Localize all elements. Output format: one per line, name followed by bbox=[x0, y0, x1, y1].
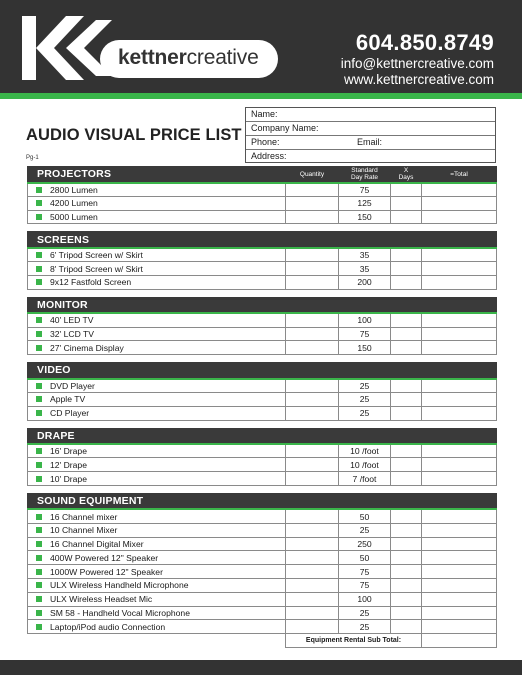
green-square-bullet-icon bbox=[36, 317, 42, 323]
day-rate-cell: 150 bbox=[339, 341, 391, 355]
green-square-bullet-icon bbox=[36, 345, 42, 351]
green-square-bullet-icon bbox=[36, 555, 42, 561]
green-square-bullet-icon bbox=[36, 396, 42, 402]
quantity-cell[interactable] bbox=[286, 313, 339, 327]
table-row bbox=[28, 379, 497, 393]
item-name: Laptop/iPod audio Connection bbox=[50, 621, 166, 632]
section-header-cell bbox=[339, 428, 391, 444]
item-name-cell bbox=[28, 275, 286, 289]
quantity-cell[interactable] bbox=[286, 578, 339, 592]
table-row bbox=[28, 578, 497, 592]
total-cell[interactable] bbox=[422, 313, 497, 327]
days-cell[interactable] bbox=[391, 406, 422, 420]
item-name: 40' LED TV bbox=[50, 315, 94, 326]
quantity-cell[interactable] bbox=[286, 183, 339, 197]
quantity-cell[interactable] bbox=[286, 620, 339, 634]
table-row bbox=[28, 551, 497, 565]
day-rate-cell: 75 bbox=[339, 327, 391, 341]
page-number: Pg-1 bbox=[26, 155, 39, 161]
total-cell[interactable] bbox=[422, 341, 497, 355]
section-header bbox=[28, 363, 497, 379]
item-name-cell bbox=[28, 392, 286, 406]
days-cell[interactable] bbox=[391, 551, 422, 565]
item-name: 5000 Lumen bbox=[50, 211, 98, 222]
days-cell[interactable] bbox=[391, 313, 422, 327]
subtotal-value-cell[interactable] bbox=[422, 634, 497, 648]
phone-email-field[interactable] bbox=[246, 136, 495, 150]
email-address: info@kettnercreative.com bbox=[340, 56, 494, 71]
day-rate-cell: 25 bbox=[339, 606, 391, 620]
day-rate-cell: 75 bbox=[339, 565, 391, 579]
green-square-bullet-icon bbox=[36, 410, 42, 416]
item-name-cell bbox=[28, 458, 286, 472]
section-header-cell bbox=[286, 297, 339, 313]
day-rate-cell: 125 bbox=[339, 196, 391, 210]
section-header-cell bbox=[391, 428, 422, 444]
table-row bbox=[28, 406, 497, 420]
spacer-cell bbox=[28, 355, 497, 363]
section-header-cell bbox=[422, 297, 497, 313]
column-day-rate bbox=[339, 167, 391, 183]
day-rate-cell: 25 bbox=[339, 620, 391, 634]
item-name-cell bbox=[28, 210, 286, 224]
spacer-cell bbox=[28, 224, 497, 232]
email-label: Email: bbox=[357, 137, 383, 147]
section-header-cell bbox=[286, 232, 339, 248]
quantity-cell[interactable] bbox=[286, 392, 339, 406]
item-name: 12' Drape bbox=[50, 459, 87, 470]
table-row bbox=[28, 472, 497, 486]
green-square-bullet-icon bbox=[36, 569, 42, 575]
item-name-cell bbox=[28, 578, 286, 592]
section-header-cell bbox=[339, 297, 391, 313]
quantity-cell[interactable] bbox=[286, 523, 339, 537]
total-cell[interactable] bbox=[422, 379, 497, 393]
days-cell[interactable] bbox=[391, 578, 422, 592]
item-name: 10 Channel Mixer bbox=[50, 525, 118, 536]
section-spacer bbox=[28, 420, 497, 428]
quantity-cell[interactable] bbox=[286, 472, 339, 486]
days-cell[interactable] bbox=[391, 472, 422, 486]
item-name-cell bbox=[28, 592, 286, 606]
phone-number: 604.850.8749 bbox=[355, 30, 494, 55]
days-cell[interactable] bbox=[391, 392, 422, 406]
total-cell[interactable] bbox=[422, 444, 497, 458]
total-cell[interactable] bbox=[422, 210, 497, 224]
subtotal-row bbox=[28, 634, 497, 648]
day-rate-cell: 25 bbox=[339, 379, 391, 393]
kettner-logo-mark bbox=[22, 16, 112, 80]
section-header-cell bbox=[422, 493, 497, 509]
day-rate-cell: 10 /foot bbox=[339, 458, 391, 472]
quantity-cell[interactable] bbox=[286, 458, 339, 472]
item-name-cell bbox=[28, 551, 286, 565]
item-name: 9x12 Fastfold Screen bbox=[50, 277, 132, 288]
item-name: 27' Cinema Display bbox=[50, 342, 124, 353]
day-rate-cell: 100 bbox=[339, 592, 391, 606]
table-row bbox=[28, 592, 497, 606]
day-rate-cell: 200 bbox=[339, 275, 391, 289]
section-spacer bbox=[28, 289, 497, 297]
quantity-cell[interactable] bbox=[286, 592, 339, 606]
green-square-bullet-icon bbox=[36, 476, 42, 482]
table-row bbox=[28, 537, 497, 551]
quantity-cell[interactable] bbox=[286, 341, 339, 355]
green-square-bullet-icon bbox=[36, 582, 42, 588]
section-spacer bbox=[28, 224, 497, 232]
item-name-cell bbox=[28, 313, 286, 327]
section-header-cell bbox=[286, 493, 339, 509]
item-name: 10' Drape bbox=[50, 473, 87, 484]
quantity-cell[interactable] bbox=[286, 406, 339, 420]
green-square-bullet-icon bbox=[36, 331, 42, 337]
column-total bbox=[422, 167, 497, 183]
green-square-bullet-icon bbox=[36, 187, 42, 193]
days-cell[interactable] bbox=[391, 379, 422, 393]
section-header-cell bbox=[339, 232, 391, 248]
total-cell[interactable] bbox=[422, 523, 497, 537]
item-name-cell bbox=[28, 444, 286, 458]
item-name-cell bbox=[28, 606, 286, 620]
table-row bbox=[28, 262, 497, 276]
address-field[interactable] bbox=[246, 150, 495, 164]
item-name-cell bbox=[28, 509, 286, 523]
quantity-cell[interactable] bbox=[286, 509, 339, 523]
item-name-cell bbox=[28, 183, 286, 197]
price-table bbox=[27, 166, 497, 648]
days-cell[interactable] bbox=[391, 565, 422, 579]
brand-bold: kettner bbox=[118, 46, 187, 69]
total-cell[interactable] bbox=[422, 578, 497, 592]
section-header-cell bbox=[391, 232, 422, 248]
name-label: Name: bbox=[251, 109, 278, 119]
section-header bbox=[28, 493, 497, 509]
address-label: Address: bbox=[251, 151, 287, 161]
total-cell[interactable] bbox=[422, 537, 497, 551]
item-name-cell bbox=[28, 196, 286, 210]
total-cell[interactable] bbox=[422, 472, 497, 486]
green-square-bullet-icon bbox=[36, 624, 42, 630]
quantity-cell[interactable] bbox=[286, 379, 339, 393]
table-row bbox=[28, 248, 497, 262]
item-name-cell bbox=[28, 620, 286, 634]
section-title: MONITOR bbox=[28, 297, 286, 313]
page-header bbox=[0, 0, 522, 93]
column-quantity-label: Quantity bbox=[299, 170, 325, 178]
days-cell[interactable] bbox=[391, 341, 422, 355]
website-address: www.kettnercreative.com bbox=[343, 72, 494, 87]
column-days-line2: Days bbox=[398, 174, 414, 182]
table-row bbox=[28, 275, 497, 289]
total-cell[interactable] bbox=[422, 392, 497, 406]
customer-info-form bbox=[245, 107, 496, 163]
company-label: Company Name: bbox=[251, 123, 319, 133]
table-row bbox=[28, 523, 497, 537]
total-cell[interactable] bbox=[422, 565, 497, 579]
section-header-cell bbox=[391, 493, 422, 509]
green-square-bullet-icon bbox=[36, 514, 42, 520]
spacer-cell bbox=[28, 289, 497, 297]
item-name: ULX Wireless Handheld Microphone bbox=[50, 580, 189, 591]
item-name-cell bbox=[28, 537, 286, 551]
day-rate-cell: 250 bbox=[339, 537, 391, 551]
table-row bbox=[28, 196, 497, 210]
quantity-cell[interactable] bbox=[286, 444, 339, 458]
days-cell[interactable] bbox=[391, 262, 422, 276]
item-name-cell bbox=[28, 523, 286, 537]
name-field[interactable] bbox=[246, 108, 495, 122]
item-name-cell bbox=[28, 406, 286, 420]
quantity-cell[interactable] bbox=[286, 537, 339, 551]
day-rate-cell: 25 bbox=[339, 406, 391, 420]
section-header bbox=[28, 167, 497, 183]
section-header-cell bbox=[391, 363, 422, 379]
logo-wordmark bbox=[118, 46, 259, 70]
item-name: 16 Channel mixer bbox=[50, 511, 118, 522]
total-cell[interactable] bbox=[422, 327, 497, 341]
section-header-cell bbox=[422, 428, 497, 444]
column-rate-line2: Day Rate bbox=[350, 174, 379, 182]
days-cell[interactable] bbox=[391, 248, 422, 262]
table-row bbox=[28, 341, 497, 355]
brand-light: creative bbox=[186, 46, 259, 69]
green-square-bullet-icon bbox=[36, 448, 42, 454]
item-name: 8' Tripod Screen w/ Skirt bbox=[50, 263, 143, 274]
days-cell[interactable] bbox=[391, 620, 422, 634]
green-square-bullet-icon bbox=[36, 279, 42, 285]
days-cell[interactable] bbox=[391, 275, 422, 289]
days-cell[interactable] bbox=[391, 523, 422, 537]
section-title: PROJECTORS bbox=[28, 167, 286, 183]
table-row bbox=[28, 620, 497, 634]
green-square-bullet-icon bbox=[36, 462, 42, 468]
quantity-cell[interactable] bbox=[286, 210, 339, 224]
item-name: 16 Channel Digital Mixer bbox=[50, 538, 144, 549]
days-cell[interactable] bbox=[391, 183, 422, 197]
total-cell[interactable] bbox=[422, 458, 497, 472]
day-rate-cell: 150 bbox=[339, 210, 391, 224]
table-row bbox=[28, 392, 497, 406]
column-total-label: =Total bbox=[450, 170, 468, 178]
section-header-cell bbox=[391, 297, 422, 313]
days-cell[interactable] bbox=[391, 196, 422, 210]
total-cell[interactable] bbox=[422, 406, 497, 420]
page-footer bbox=[0, 660, 522, 675]
table-row bbox=[28, 606, 497, 620]
section-header-cell bbox=[286, 363, 339, 379]
day-rate-cell: 25 bbox=[339, 392, 391, 406]
column-quantity bbox=[286, 167, 339, 183]
subtotal-label: Equipment Rental Sub Total: bbox=[286, 634, 422, 648]
days-cell[interactable] bbox=[391, 606, 422, 620]
item-name-cell bbox=[28, 565, 286, 579]
contact-block bbox=[341, 30, 494, 88]
item-name-cell bbox=[28, 262, 286, 276]
item-name: 16' Drape bbox=[50, 446, 87, 457]
days-cell[interactable] bbox=[391, 537, 422, 551]
item-name-cell bbox=[28, 341, 286, 355]
total-cell[interactable] bbox=[422, 275, 497, 289]
total-cell[interactable] bbox=[422, 620, 497, 634]
table-row bbox=[28, 313, 497, 327]
section-header-cell bbox=[422, 363, 497, 379]
column-rate-line1: Standard bbox=[351, 167, 378, 175]
item-name: 4200 Lumen bbox=[50, 198, 98, 209]
section-spacer bbox=[28, 355, 497, 363]
phone-label: Phone: bbox=[251, 137, 280, 147]
day-rate-cell: 50 bbox=[339, 509, 391, 523]
section-header-cell bbox=[339, 493, 391, 509]
item-name-cell bbox=[28, 472, 286, 486]
green-square-bullet-icon bbox=[36, 541, 42, 547]
table-row bbox=[28, 565, 497, 579]
section-header-cell bbox=[339, 363, 391, 379]
column-days-line1: X bbox=[403, 167, 409, 175]
header-accent-stripe bbox=[0, 93, 522, 99]
item-name: 400W Powered 12" Speaker bbox=[50, 552, 159, 563]
section-header bbox=[28, 297, 497, 313]
quantity-cell[interactable] bbox=[286, 565, 339, 579]
section-title: SOUND EQUIPMENT bbox=[28, 493, 286, 509]
day-rate-cell: 75 bbox=[339, 183, 391, 197]
table-row bbox=[28, 327, 497, 341]
total-cell[interactable] bbox=[422, 262, 497, 276]
green-square-bullet-icon bbox=[36, 252, 42, 258]
days-cell[interactable] bbox=[391, 458, 422, 472]
day-rate-cell: 10 /foot bbox=[339, 444, 391, 458]
day-rate-cell: 25 bbox=[339, 523, 391, 537]
total-cell[interactable] bbox=[422, 248, 497, 262]
item-name: ULX Wireless Headset Mic bbox=[50, 594, 153, 605]
subtotal-blank bbox=[28, 634, 286, 648]
company-field[interactable] bbox=[246, 122, 495, 136]
green-square-bullet-icon bbox=[36, 596, 42, 602]
item-name-cell bbox=[28, 327, 286, 341]
spacer-cell bbox=[28, 420, 497, 428]
total-cell[interactable] bbox=[422, 606, 497, 620]
total-cell[interactable] bbox=[422, 551, 497, 565]
item-name: 32' LCD TV bbox=[50, 328, 94, 339]
total-cell[interactable] bbox=[422, 183, 497, 197]
days-cell[interactable] bbox=[391, 444, 422, 458]
table-row bbox=[28, 210, 497, 224]
total-cell[interactable] bbox=[422, 509, 497, 523]
day-rate-cell: 75 bbox=[339, 578, 391, 592]
page-title: AUDIO VISUAL PRICE LIST bbox=[26, 126, 242, 144]
quantity-cell[interactable] bbox=[286, 327, 339, 341]
item-name: CD Player bbox=[50, 408, 90, 419]
item-name: 1000W Powered 12" Speaker bbox=[50, 566, 163, 577]
section-header-cell bbox=[286, 428, 339, 444]
days-cell[interactable] bbox=[391, 592, 422, 606]
day-rate-cell: 35 bbox=[339, 248, 391, 262]
day-rate-cell: 100 bbox=[339, 313, 391, 327]
day-rate-cell: 35 bbox=[339, 262, 391, 276]
quantity-cell[interactable] bbox=[286, 196, 339, 210]
section-title: DRAPE bbox=[28, 428, 286, 444]
days-cell[interactable] bbox=[391, 210, 422, 224]
quantity-cell[interactable] bbox=[286, 248, 339, 262]
quantity-cell[interactable] bbox=[286, 606, 339, 620]
section-header bbox=[28, 428, 497, 444]
green-square-bullet-icon bbox=[36, 527, 42, 533]
spacer-cell bbox=[28, 485, 497, 493]
item-name: 6' Tripod Screen w/ Skirt bbox=[50, 250, 143, 261]
item-name-cell bbox=[28, 379, 286, 393]
section-spacer bbox=[28, 485, 497, 493]
section-title: SCREENS bbox=[28, 232, 286, 248]
green-square-bullet-icon bbox=[36, 610, 42, 616]
table-row bbox=[28, 444, 497, 458]
day-rate-cell: 7 /foot bbox=[339, 472, 391, 486]
item-name: DVD Player bbox=[50, 380, 95, 391]
green-square-bullet-icon bbox=[36, 383, 42, 389]
days-cell[interactable] bbox=[391, 509, 422, 523]
total-cell[interactable] bbox=[422, 592, 497, 606]
green-square-bullet-icon bbox=[36, 214, 42, 220]
quantity-cell[interactable] bbox=[286, 275, 339, 289]
green-square-bullet-icon bbox=[36, 266, 42, 272]
item-name: Apple TV bbox=[50, 394, 86, 405]
total-cell[interactable] bbox=[422, 196, 497, 210]
section-title: VIDEO bbox=[28, 363, 286, 379]
table-row bbox=[28, 458, 497, 472]
item-name: 2800 Lumen bbox=[50, 184, 98, 195]
section-header-cell bbox=[422, 232, 497, 248]
table-row bbox=[28, 183, 497, 197]
day-rate-cell: 50 bbox=[339, 551, 391, 565]
item-name: SM 58 - Handheld Vocal Microphone bbox=[50, 607, 190, 618]
green-square-bullet-icon bbox=[36, 200, 42, 206]
item-name-cell bbox=[28, 248, 286, 262]
table-row bbox=[28, 509, 497, 523]
quantity-cell[interactable] bbox=[286, 551, 339, 565]
column-days bbox=[391, 167, 422, 183]
section-header bbox=[28, 232, 497, 248]
quantity-cell[interactable] bbox=[286, 262, 339, 276]
days-cell[interactable] bbox=[391, 327, 422, 341]
